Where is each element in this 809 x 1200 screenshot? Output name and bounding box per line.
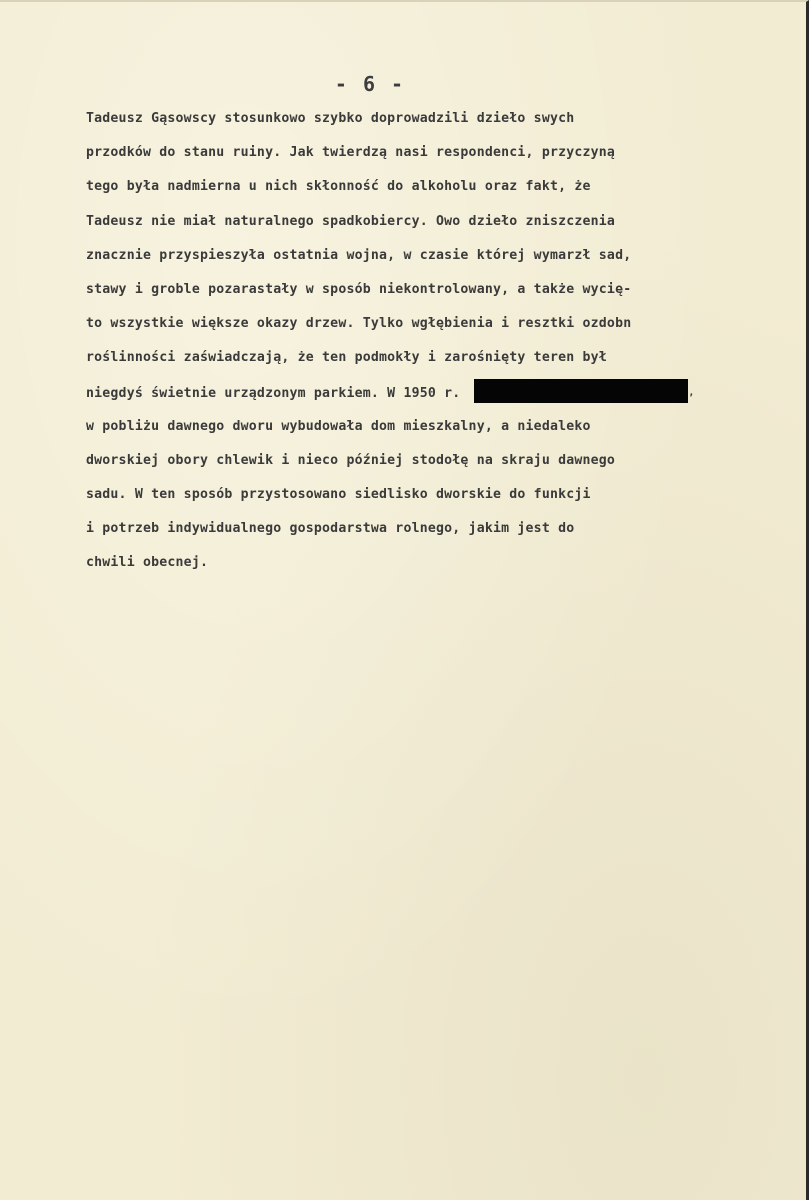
text-line-10: w pobliżu dawnego dworu wybudowała dom mieszkalny, a niedaleko (86, 418, 591, 434)
text-line-12: sadu. W ten sposób przystosowano siedlisko dworskie do funkcji (86, 487, 591, 503)
text-line-3: tego była nadmierna u nich skłonność do alkoholu oraz fakt, że (86, 179, 591, 195)
text-line-13: i potrzeb indywidualnego gospodarstwa rolnego, jakim jest do (86, 521, 575, 537)
text-line-14: chwili obecnej. (86, 555, 209, 571)
redaction-bar (474, 379, 688, 403)
redaction-trailing-mark: , (688, 386, 695, 398)
text-line-7: to wszystkie większe okazy drzew. Tylko wgłębienia i resztki ozdobn (86, 316, 632, 332)
text-line-9-text: niegdyś świetnie urządzonym parkiem. W 1950 r. (86, 385, 461, 401)
text-line-8: roślinności zaświadczają, że ten podmokły i zarośnięty teren był (86, 350, 607, 366)
text-line-2: przodków do stanu ruiny. Jak twierdzą nasi respondenci, przyczyną (86, 145, 616, 161)
document-body (86, 102, 802, 581)
page-number: - 6 - (334, 72, 406, 96)
text-line-1: Tadeusz Gąsowscy stosunkowo szybko doprowadzili dzieło swych (86, 111, 575, 126)
text-line-4: Tadeusz nie miał naturalnego spadkobiercy. Owo dzieło zniszczenia (86, 213, 616, 229)
text-line-5: znacznie przyspieszyła ostatnia wojna, w czasie której wymarzł sad, (86, 247, 632, 263)
text-line-9 (86, 376, 802, 410)
text-line-11: dworskiej obory chlewik i nieco później stodołę na skraju dawnego (86, 452, 616, 468)
text-line-6: stawy i groble pozarastały w sposób niekontrolowany, a także wycię- (86, 281, 632, 297)
